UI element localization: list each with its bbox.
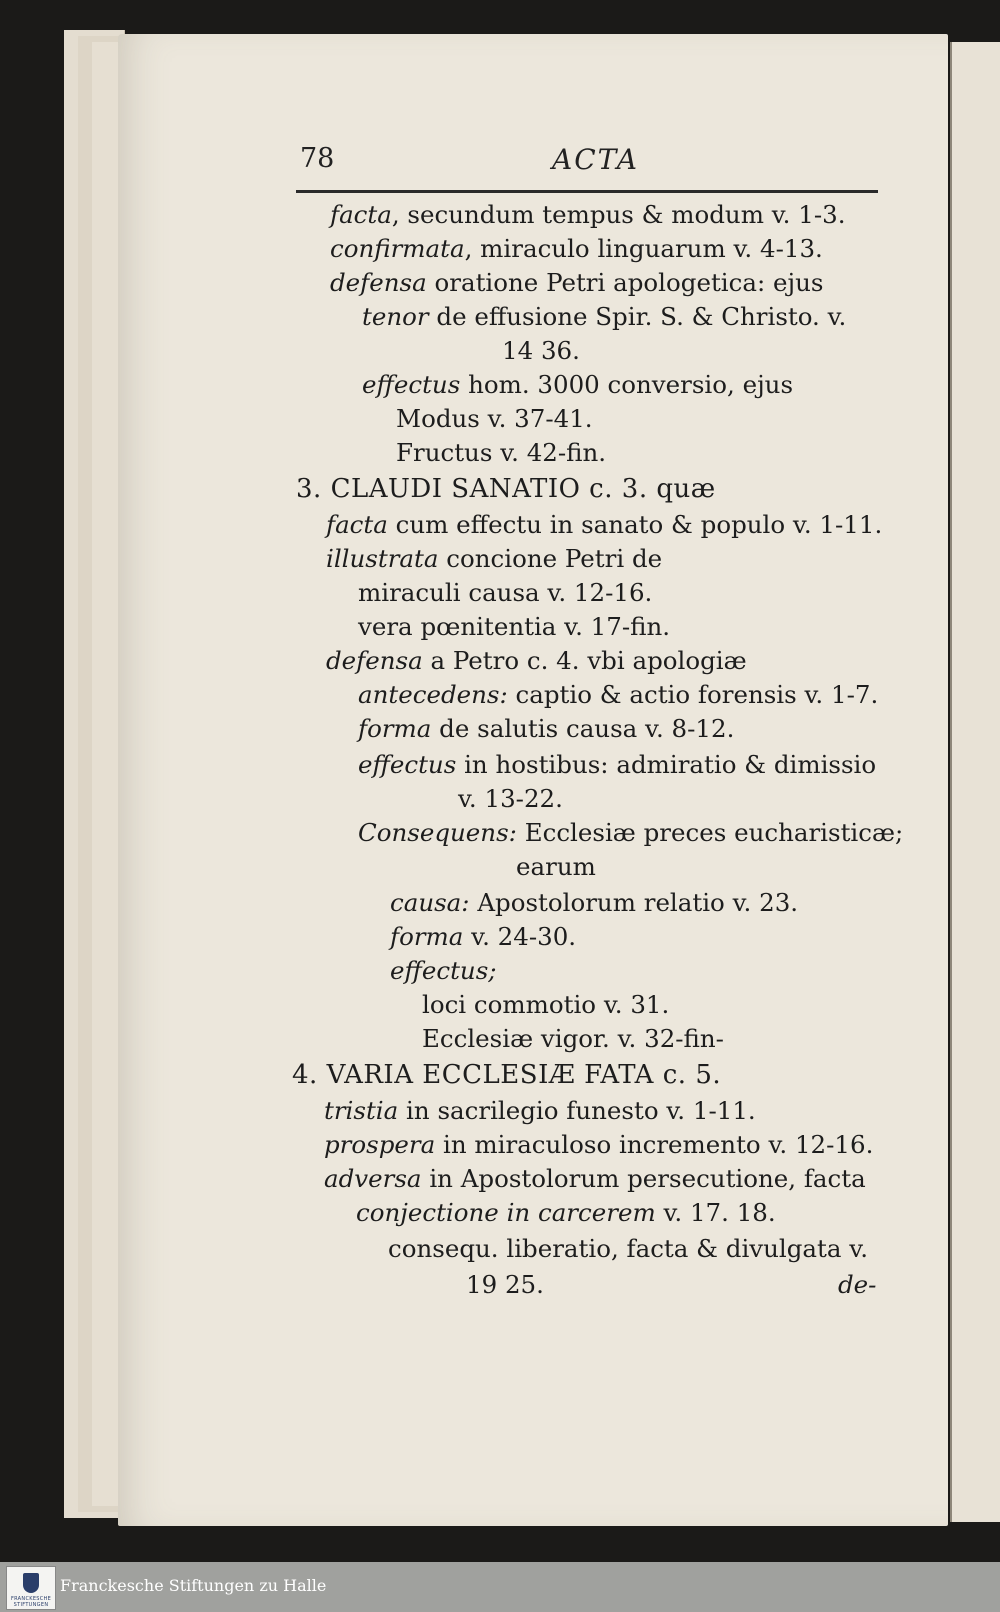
- text-line: Consequens: Ecclesiæ preces eucharisticæ;: [358, 818, 904, 847]
- text-line: adversa in Apostolorum persecutione, facta: [324, 1164, 866, 1193]
- text-line: defensa a Petro c. 4. vbi apologiæ: [326, 646, 747, 675]
- text-line: loci commotio v. 31.: [422, 990, 670, 1019]
- text-line: effectus;: [390, 956, 497, 985]
- text-line: Ecclesiæ vigor. v. 32-fin-: [422, 1024, 724, 1053]
- text-line: antecedens: captio & actio forensis v. 1-7.: [358, 680, 879, 709]
- text-line: vera pœnitentia v. 17-fin.: [358, 612, 671, 641]
- text-line: tenor de effusione Spir. S. & Christo. v.: [362, 302, 847, 331]
- footer-label: Franckesche Stiftungen zu Halle: [60, 1576, 327, 1595]
- text-line: effectus hom. 3000 conversio, ejus: [362, 370, 794, 399]
- section-heading: 3. CLAUDI SANATIO c. 3. quæ: [296, 474, 716, 504]
- text-line: consequ. liberatio, facta & divulgata v.: [388, 1234, 868, 1263]
- footer-bar: [0, 1562, 1000, 1612]
- text-line: causa: Apostolorum relatio v. 23.: [390, 888, 799, 917]
- logo-emblem-icon: [23, 1573, 39, 1593]
- text-line: facta cum effectu in sanato & populo v. 1-11.: [326, 510, 883, 539]
- text-line: 19 25.: [466, 1270, 544, 1299]
- running-title: ACTA: [552, 143, 640, 176]
- text-line: earum: [516, 852, 596, 881]
- text-line: tristia in sacrilegio funesto v. 1-11.: [324, 1096, 756, 1125]
- section-heading: 4. VARIA ECCLESIÆ FATA c. 5.: [292, 1060, 722, 1090]
- text-line: forma de salutis causa v. 8-12.: [358, 714, 735, 743]
- text-line: Fructus v. 42-fin.: [396, 438, 607, 467]
- logo-text: FRANCKESCHE STIFTUNGEN: [10, 1596, 52, 1608]
- text-line: Modus v. 37-41.: [396, 404, 593, 433]
- text-line: miraculi causa v. 12-16.: [358, 578, 653, 607]
- catch-word: de-: [838, 1270, 877, 1299]
- text-line: effectus in hostibus: admiratio & dimissio: [358, 750, 877, 779]
- text-line: confirmata, miraculo linguarum v. 4-13.: [330, 234, 823, 263]
- text-line: defensa oratione Petri apologetica: ejus: [330, 268, 824, 297]
- text-line: facta, secundum tempus & modum v. 1-3.: [330, 200, 846, 229]
- text-line: v. 13-22.: [458, 784, 563, 813]
- institution-logo: [6, 1566, 56, 1610]
- text-line: illustrata concione Petri de: [326, 544, 663, 573]
- text-line: 14 36.: [502, 336, 580, 365]
- text-line: conjectione in carcerem v. 17. 18.: [356, 1198, 776, 1227]
- text-line: forma v. 24-30.: [390, 922, 577, 951]
- text-line: prospera in miraculoso incremento v. 12-16.: [324, 1130, 874, 1159]
- page-number: 78: [300, 143, 335, 174]
